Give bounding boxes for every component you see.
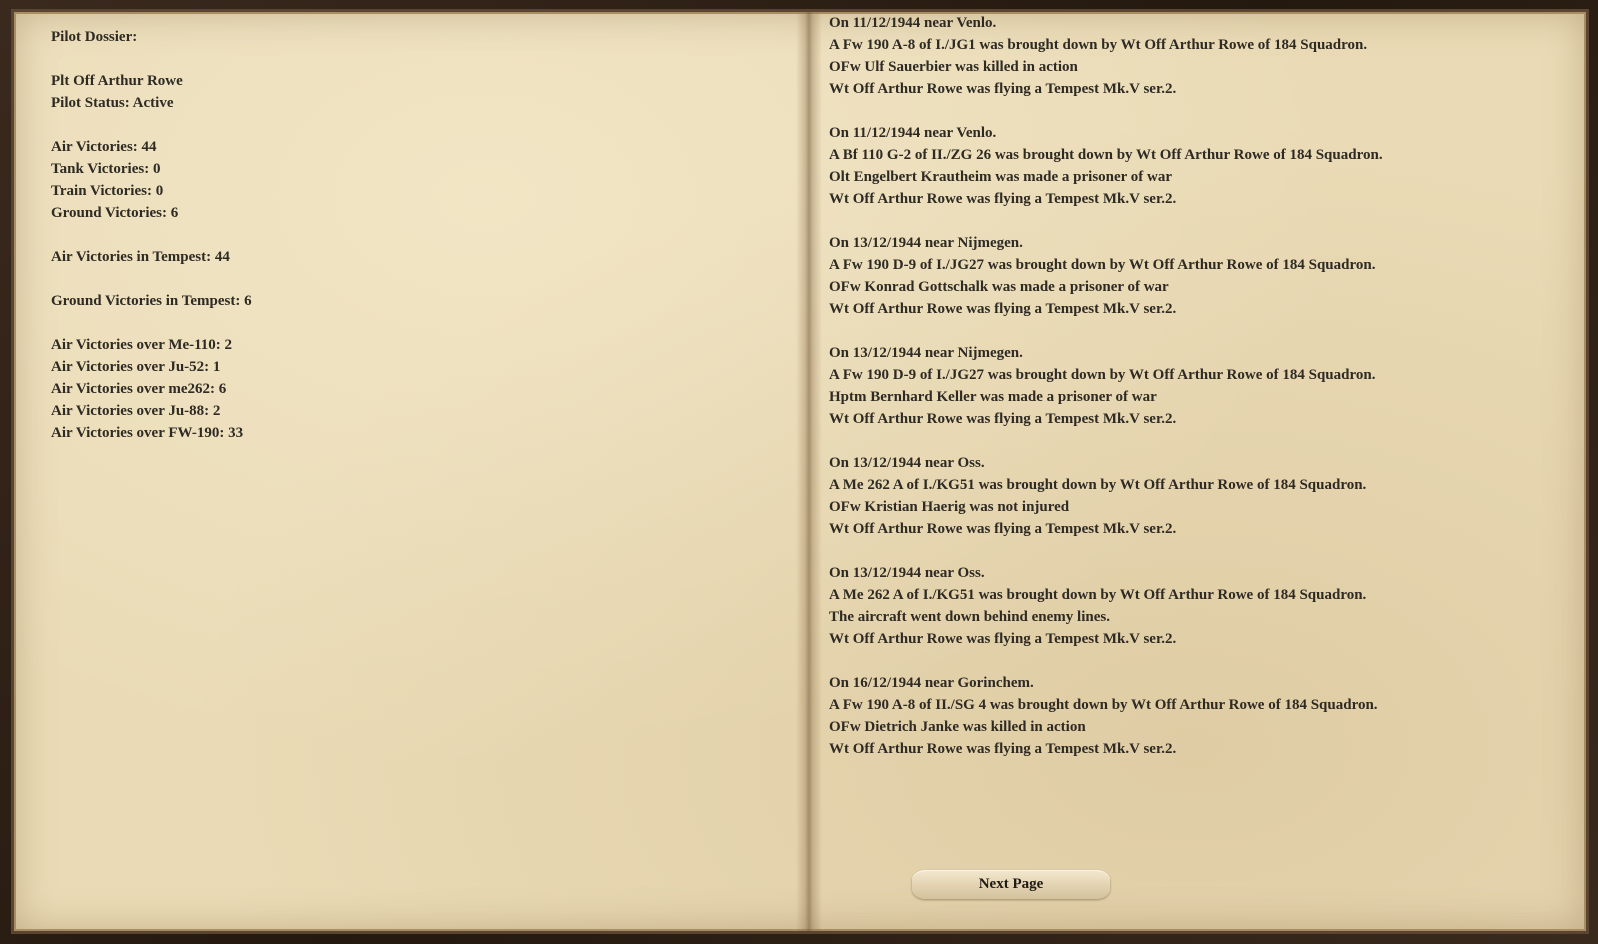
- entry-aircraft: Wt Off Arthur Rowe was flying a Tempest Mk.V ser.2.: [829, 191, 1177, 207]
- entry-victory: A Me 262 A of I./KG51 was brought down by Wt Off Arthur Rowe of 184 Squadron.: [829, 477, 1367, 493]
- entry-victory: A Fw 190 A-8 of I./JG1 was brought down by Wt Off Arthur Rowe of 184 Squadron.: [829, 37, 1368, 53]
- stat-train-victories: Train Victories: 0: [51, 183, 164, 199]
- entry-fate: OFw Konrad Gottschalk was made a prisoner of war: [829, 279, 1169, 295]
- entry-date-place: On 11/12/1944 near Venlo.: [829, 15, 997, 31]
- entry-aircraft: Wt Off Arthur Rowe was flying a Tempest Mk.V ser.2.: [829, 81, 1177, 97]
- victories-over-me110: Air Victories over Me-110: 2: [51, 337, 233, 353]
- entry-date-place: On 11/12/1944 near Venlo.: [829, 125, 997, 141]
- entry-aircraft: Wt Off Arthur Rowe was flying a Tempest Mk.V ser.2.: [829, 741, 1177, 757]
- entry-victory: A Fw 190 D-9 of I./JG27 was brought down by Wt Off Arthur Rowe of 184 Squadron.: [829, 257, 1376, 273]
- entry-aircraft: Wt Off Arthur Rowe was flying a Tempest Mk.V ser.2.: [829, 631, 1177, 647]
- entry-date-place: On 13/12/1944 near Oss.: [829, 455, 985, 471]
- entry-victory: A Bf 110 G-2 of II./ZG 26 was brought down by Wt Off Arthur Rowe of 184 Squadron.: [829, 147, 1383, 163]
- air-victories-in-type: Air Victories in Tempest: 44: [51, 249, 230, 265]
- next-page-button[interactable]: Next Page: [912, 870, 1110, 899]
- victories-over-ju88: Air Victories over Ju-88: 2: [51, 403, 221, 419]
- victories-over-me262: Air Victories over me262: 6: [51, 381, 227, 397]
- entry-victory: A Me 262 A of I./KG51 was brought down by Wt Off Arthur Rowe of 184 Squadron.: [829, 587, 1367, 603]
- entry-date-place: On 13/12/1944 near Oss.: [829, 565, 985, 581]
- entry-fate: OFw Dietrich Janke was killed in action: [829, 719, 1086, 735]
- stat-air-victories: Air Victories: 44: [51, 139, 157, 155]
- entry-fate: The aircraft went down behind enemy lines.: [829, 609, 1110, 625]
- entry-date-place: On 13/12/1944 near Nijmegen.: [829, 235, 1023, 251]
- open-book: [11, 9, 1589, 934]
- entry-aircraft: Wt Off Arthur Rowe was flying a Tempest Mk.V ser.2.: [829, 301, 1177, 317]
- entry-date-place: On 16/12/1944 near Gorinchem.: [829, 675, 1034, 691]
- pilot-name: Plt Off Arthur Rowe: [51, 73, 183, 89]
- victories-over-ju52: Air Victories over Ju-52: 1: [51, 359, 221, 375]
- victories-over-fw190: Air Victories over FW-190: 33: [51, 425, 244, 441]
- entry-fate: OFw Ulf Sauerbier was killed in action: [829, 59, 1078, 75]
- entry-fate: Olt Engelbert Krautheim was made a prisoner of war: [829, 169, 1173, 185]
- pilot-status: Pilot Status: Active: [51, 95, 174, 111]
- stat-ground-victories: Ground Victories: 6: [51, 205, 179, 221]
- entry-fate: Hptm Bernhard Keller was made a prisoner of war: [829, 389, 1157, 405]
- entry-victory: A Fw 190 A-8 of II./SG 4 was brought down by Wt Off Arthur Rowe of 184 Squadron.: [829, 697, 1378, 713]
- entry-date-place: On 13/12/1944 near Nijmegen.: [829, 345, 1023, 361]
- book-spine: [796, 12, 822, 931]
- ground-victories-in-type: Ground Victories in Tempest: 6: [51, 293, 252, 309]
- entry-victory: A Fw 190 D-9 of I./JG27 was brought down by Wt Off Arthur Rowe of 184 Squadron.: [829, 367, 1376, 383]
- dossier-heading: Pilot Dossier:: [51, 29, 138, 45]
- entry-fate: OFw Kristian Haerig was not injured: [829, 499, 1070, 515]
- entry-aircraft: Wt Off Arthur Rowe was flying a Tempest Mk.V ser.2.: [829, 411, 1177, 427]
- stat-tank-victories: Tank Victories: 0: [51, 161, 161, 177]
- entry-aircraft: Wt Off Arthur Rowe was flying a Tempest Mk.V ser.2.: [829, 521, 1177, 537]
